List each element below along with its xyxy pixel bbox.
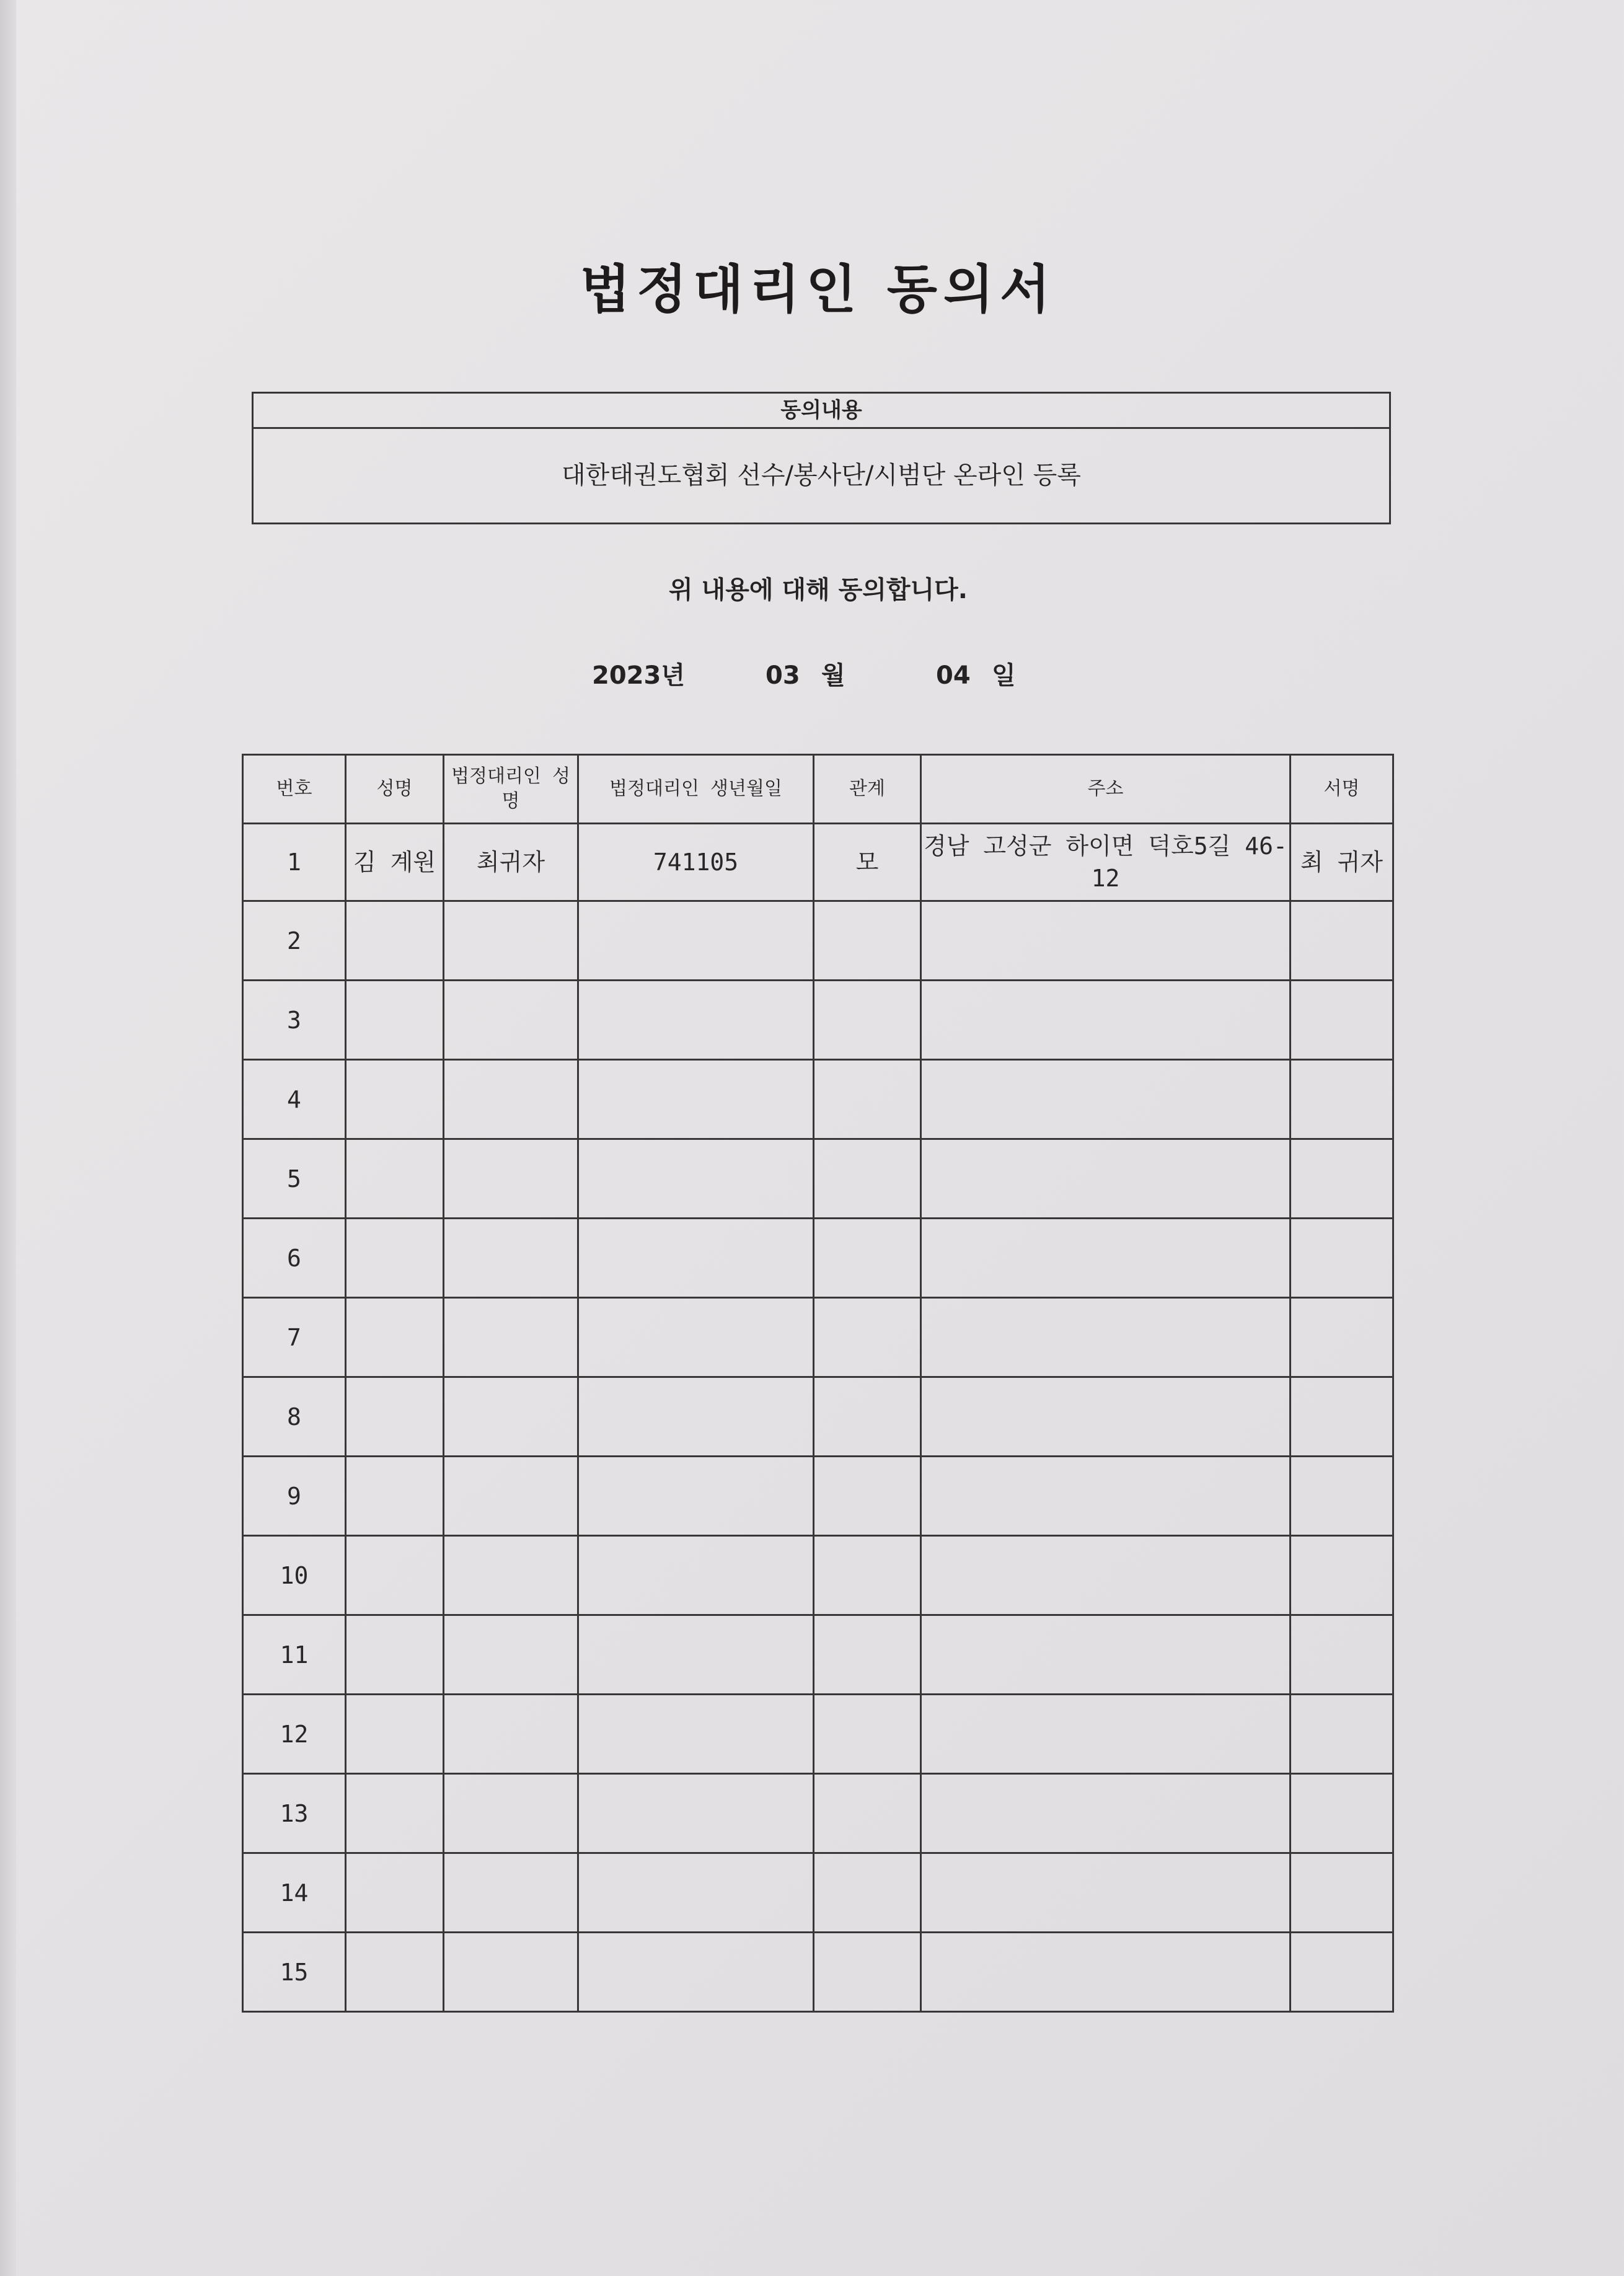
cell-signature — [1291, 1457, 1393, 1536]
date-day-unit: 일 — [992, 661, 1016, 690]
cell-relation — [814, 1457, 921, 1536]
cell-guardian-name: 최귀자 — [444, 824, 578, 901]
col-header-number: 번호 — [243, 755, 346, 824]
date-day: 04 — [936, 661, 971, 690]
cell-name — [346, 1219, 444, 1298]
cell-address — [921, 1457, 1291, 1536]
cell-guardian-name — [444, 1853, 578, 1933]
table-row — [243, 1695, 1393, 1774]
cell-relation — [814, 1536, 921, 1615]
cell-number: 1 — [243, 824, 346, 901]
col-header-signature: 서명 — [1291, 755, 1393, 824]
cell-number: 7 — [243, 1298, 346, 1377]
cell-guardian-birth — [578, 1139, 814, 1219]
col-header-relation: 관계 — [814, 755, 921, 824]
cell-relation — [814, 1139, 921, 1219]
table-row — [243, 1139, 1393, 1219]
cell-guardian-name — [444, 981, 578, 1060]
cell-signature — [1291, 981, 1393, 1060]
table-row — [243, 1933, 1393, 2012]
cell-name — [346, 1695, 444, 1774]
cell-signature — [1291, 1139, 1393, 1219]
cell-address — [921, 981, 1291, 1060]
table-row — [243, 1298, 1393, 1377]
col-header-guardian-birth: 법정대리인 생년월일 — [578, 755, 814, 824]
cell-guardian-name — [444, 1298, 578, 1377]
table-row — [243, 901, 1393, 981]
cell-relation — [814, 1774, 921, 1853]
cell-relation — [814, 1298, 921, 1377]
cell-address — [921, 1853, 1291, 1933]
cell-number: 9 — [243, 1457, 346, 1536]
cell-address — [921, 901, 1291, 981]
cell-relation: 모 — [814, 824, 921, 901]
cell-relation — [814, 1060, 921, 1139]
table-row — [243, 981, 1393, 1060]
cell-number: 13 — [243, 1774, 346, 1853]
cell-signature — [1291, 1933, 1393, 2012]
agree-statement: 위 내용에 대해 동의합니다. — [668, 576, 968, 604]
cell-guardian-birth — [578, 1298, 814, 1377]
cell-number: 6 — [243, 1219, 346, 1298]
cell-relation — [814, 901, 921, 981]
cell-address — [921, 1377, 1291, 1457]
cell-signature — [1291, 1774, 1393, 1853]
table-row — [243, 1774, 1393, 1853]
cell-number: 4 — [243, 1060, 346, 1139]
cell-signature — [1291, 1219, 1393, 1298]
cell-guardian-birth — [578, 1853, 814, 1933]
guardian-roster-table — [242, 754, 1394, 2013]
cell-number: 12 — [243, 1695, 346, 1774]
consent-content-box — [252, 392, 1391, 524]
table-row — [243, 824, 1393, 901]
cell-guardian-name — [444, 1536, 578, 1615]
date-year: 2023년 — [592, 661, 685, 690]
table-row — [243, 1060, 1393, 1139]
date-month-unit: 월 — [821, 661, 845, 690]
cell-guardian-birth — [578, 1457, 814, 1536]
cell-name — [346, 1377, 444, 1457]
cell-guardian-birth — [578, 1060, 814, 1139]
cell-name — [346, 901, 444, 981]
cell-guardian-birth — [578, 1933, 814, 2012]
cell-name — [346, 1853, 444, 1933]
cell-guardian-birth — [578, 981, 814, 1060]
cell-number: 14 — [243, 1853, 346, 1933]
cell-guardian-birth — [578, 901, 814, 981]
table-row — [243, 1457, 1393, 1536]
cell-name — [346, 1060, 444, 1139]
cell-name — [346, 1774, 444, 1853]
cell-guardian-name — [444, 1933, 578, 2012]
cell-relation — [814, 1219, 921, 1298]
cell-signature: 최 귀자 — [1291, 824, 1393, 901]
col-header-guardian-name: 법정대리인 성명 — [444, 755, 578, 824]
cell-signature — [1291, 901, 1393, 981]
cell-name — [346, 1139, 444, 1219]
cell-guardian-birth — [578, 1377, 814, 1457]
consent-date — [592, 656, 1016, 691]
cell-guardian-name — [444, 901, 578, 981]
table-row — [243, 1615, 1393, 1695]
cell-guardian-birth — [578, 1774, 814, 1853]
cell-guardian-birth — [578, 1219, 814, 1298]
cell-address — [921, 1695, 1291, 1774]
cell-number: 15 — [243, 1933, 346, 2012]
cell-number: 10 — [243, 1536, 346, 1615]
cell-signature — [1291, 1695, 1393, 1774]
cell-number: 5 — [243, 1139, 346, 1219]
cell-relation — [814, 1933, 921, 2012]
cell-relation — [814, 981, 921, 1060]
cell-address — [921, 1139, 1291, 1219]
consent-header: 동의내용 — [254, 394, 1389, 429]
cell-name — [346, 1615, 444, 1695]
cell-guardian-name — [444, 1377, 578, 1457]
cell-address — [921, 1536, 1291, 1615]
cell-address — [921, 1060, 1291, 1139]
consent-content: 대한태권도협회 선수/봉사단/시범단 온라인 등록 — [562, 461, 1081, 490]
table-row — [243, 1536, 1393, 1615]
cell-number: 3 — [243, 981, 346, 1060]
cell-number: 11 — [243, 1615, 346, 1695]
cell-name — [346, 1457, 444, 1536]
cell-name — [346, 981, 444, 1060]
cell-name — [346, 1298, 444, 1377]
cell-address: 경남 고성군 하이면 덕호5길 46-12 — [921, 824, 1291, 901]
cell-relation — [814, 1377, 921, 1457]
cell-guardian-name — [444, 1615, 578, 1695]
col-header-address: 주소 — [921, 755, 1291, 824]
table-header-row — [243, 755, 1393, 824]
cell-guardian-birth — [578, 1615, 814, 1695]
cell-guardian-name — [444, 1139, 578, 1219]
cell-guardian-birth — [578, 1536, 814, 1615]
cell-address — [921, 1219, 1291, 1298]
cell-guardian-name — [444, 1219, 578, 1298]
cell-signature — [1291, 1853, 1393, 1933]
cell-guardian-name — [444, 1060, 578, 1139]
cell-signature — [1291, 1377, 1393, 1457]
cell-relation — [814, 1695, 921, 1774]
table-row — [243, 1853, 1393, 1933]
cell-guardian-name — [444, 1457, 578, 1536]
date-month: 03 — [766, 661, 800, 690]
cell-relation — [814, 1615, 921, 1695]
cell-address — [921, 1615, 1291, 1695]
cell-guardian-birth: 741105 — [578, 824, 814, 901]
cell-address — [921, 1774, 1291, 1853]
cell-signature — [1291, 1060, 1393, 1139]
cell-signature — [1291, 1615, 1393, 1695]
cell-address — [921, 1933, 1291, 2012]
cell-name — [346, 1933, 444, 2012]
cell-number: 2 — [243, 901, 346, 981]
col-header-name: 성명 — [346, 755, 444, 824]
cell-guardian-name — [444, 1774, 578, 1853]
cell-signature — [1291, 1536, 1393, 1615]
cell-number: 8 — [243, 1377, 346, 1457]
document-title: 법정대리인 동의서 — [580, 258, 1057, 320]
table-row — [243, 1219, 1393, 1298]
cell-guardian-name — [444, 1695, 578, 1774]
cell-name: 김 계원 — [346, 824, 444, 901]
cell-name — [346, 1536, 444, 1615]
table-row — [243, 1377, 1393, 1457]
cell-address — [921, 1298, 1291, 1377]
cell-relation — [814, 1853, 921, 1933]
cell-signature — [1291, 1298, 1393, 1377]
cell-guardian-birth — [578, 1695, 814, 1774]
